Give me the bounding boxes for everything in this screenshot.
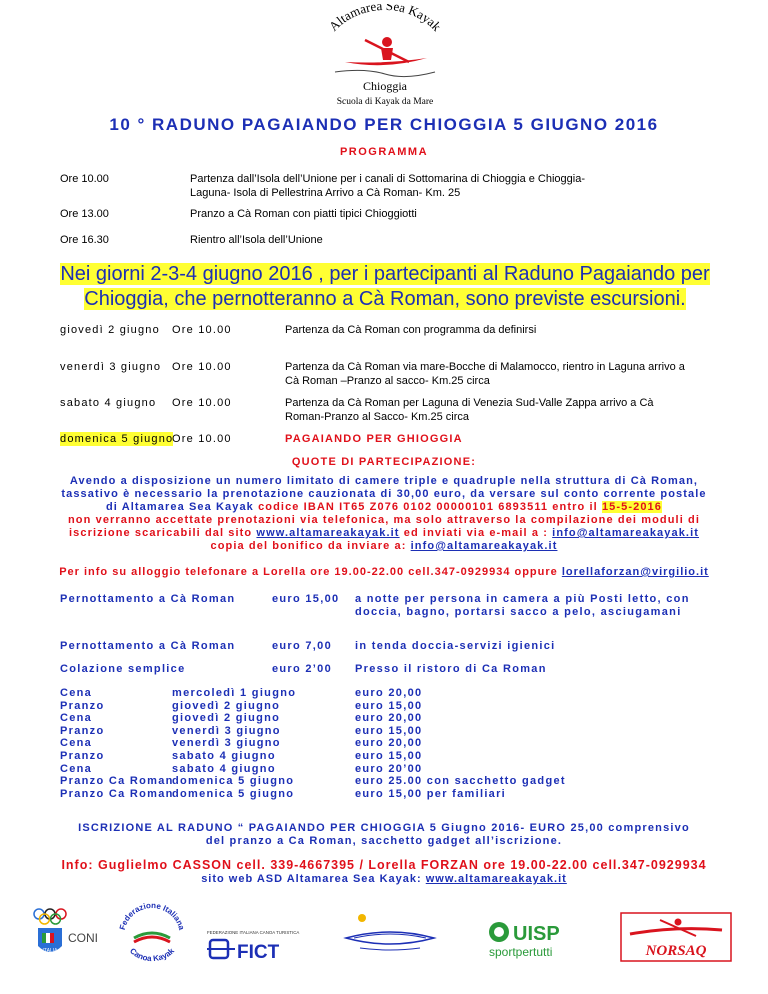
price-item: Pernottamento a Cà Roman xyxy=(60,640,236,652)
booking-line: ed inviati via e-mail a : xyxy=(399,527,553,539)
price-note: in tenda doccia-servizi igienici xyxy=(355,640,556,652)
meal-day: domenica 5 giugno xyxy=(172,775,295,788)
meal-day: sabato 4 giugno xyxy=(172,762,276,775)
quote-heading: QUOTE DI PARTECIPAZIONE: xyxy=(291,456,477,468)
announcement-line-2: Chioggia, che pernotteranno a Cà Roman, sono previste escursioni. xyxy=(84,288,686,310)
meal-name: Cena xyxy=(60,737,93,750)
meal-name: Cena xyxy=(60,762,93,775)
price-value: euro 2’00 xyxy=(272,663,333,675)
booking-line: copia del bonifico da inviare a: xyxy=(210,540,411,552)
altamarea-logo xyxy=(305,4,465,122)
svg-text:Federazione Italiana xyxy=(118,902,187,932)
fict-logo xyxy=(205,928,320,964)
meal-name: Pranzo Ca Roman xyxy=(60,775,174,788)
site-link[interactable]: www.altamareakayak.it xyxy=(256,527,400,539)
contacts-info: Info: Guglielmo CASSON cell. 339-4667395 / Lorella FORZAN ore 19.00-22.00 cell.347-0929934 xyxy=(61,858,707,872)
schedule-time: Ore 13.00 xyxy=(60,208,109,220)
email-link[interactable]: info@altamareakayak.it xyxy=(410,540,558,552)
meal-day: mercoledì 1 giugno xyxy=(172,687,297,699)
fick-logo xyxy=(112,902,192,970)
meal-price: euro 20,00 xyxy=(355,687,423,699)
booking-line: tassativo è necessario la prenotazione cauzionata di 30,00 euro, da versare sul conto corrente postale xyxy=(61,488,707,500)
excursion-time: Ore 10.00 xyxy=(172,324,232,336)
price-value: euro 7,00 xyxy=(272,640,333,652)
excursion-desc: Partenza da Cà Roman via mare-Bocche di Malamocco, rientro in Laguna arrivo a Cà Roman –Pranzo al sacco- Km.25 circa xyxy=(285,361,685,387)
sponsor-logos xyxy=(0,900,768,970)
schedule-desc: Rientro all’Isola dell’Unione xyxy=(190,234,323,246)
meal-names xyxy=(60,687,174,800)
alloggio-info xyxy=(0,566,768,578)
meal-name: Cena xyxy=(60,687,93,699)
meal-day: domenica 5 giugno xyxy=(172,787,295,800)
kayak-logo xyxy=(340,908,440,958)
price-value: euro 15,00 xyxy=(272,593,340,605)
alloggio-text: Per info su alloggio telefonare a Lorella ore 19.00-22.00 cell.347-0929934 oppure xyxy=(59,566,562,578)
price-note: a notte per persona in camera a più Posti letto, con doccia, bagno, portarsi sacco a pelo, asciugamani xyxy=(355,593,690,618)
meal-day: venerdì 3 giugno xyxy=(172,737,281,750)
schedule-time: Ore 16.30 xyxy=(60,234,109,246)
norsaq-logo xyxy=(620,912,732,962)
meal-price: euro 15,00 xyxy=(355,699,423,712)
iscrizione-line: ISCRIZIONE AL RADUNO “ PAGAIANDO PER CHIOGGIA 5 Giugno 2016- EURO 25,00 comprensivo xyxy=(78,822,690,834)
page-title: 10 ° RADUNO PAGAIANDO PER CHIOGGIA 5 GIUGNO 2016 xyxy=(109,115,659,134)
schedule-desc: Partenza dall’Isola dell’Unione per i canali di Sottomarina di Chioggia e Chioggia-Laguna- Isola di Pellestrina Arrivo a Cà Roman- Km. 25 xyxy=(190,173,586,199)
schedule-desc: Pranzo a Cà Roman con piatti tipici Chioggiotti xyxy=(190,208,417,220)
fict-small-text: FEDERAZIONE ITALIANA CANOA TURISTICA xyxy=(207,930,300,935)
excursion-desc: Partenza da Cà Roman con programma da definirsi xyxy=(285,324,537,336)
excursion-time: Ore 10.00 xyxy=(172,433,232,445)
meal-name: Pranzo Ca Roman xyxy=(60,787,174,800)
booking-line: iscrizione scaricabili dal sito xyxy=(68,527,257,539)
excursion-day: venerdì 3 giugno xyxy=(60,361,162,373)
site-label: sito web ASD Altamarea Sea Kayak: xyxy=(201,873,426,885)
website-link[interactable]: www.altamareakayak.it xyxy=(425,873,567,885)
booking-line: non verranno accettate prenotazioni via telefonica, ma solo attraverso la compilazione dei moduli di xyxy=(67,514,701,526)
schedule-time: Ore 10.00 xyxy=(60,173,109,185)
italia-text: ITALIA xyxy=(42,948,58,954)
meal-day: venerdì 3 giugno xyxy=(172,724,281,737)
meal-prices xyxy=(355,687,566,800)
meal-name: Pranzo xyxy=(60,749,105,762)
fick-bottom-text: Canoa Kayak xyxy=(128,946,176,964)
meal-day: giovedì 2 giugno xyxy=(172,712,281,725)
meal-day: sabato 4 giugno xyxy=(172,749,276,762)
lorella-email-link[interactable]: lorellaforzan@virgilio.it xyxy=(561,566,709,578)
iscrizione-line: del pranzo a Ca Roman, sacchetto gadget all’iscrizione. xyxy=(205,835,563,847)
meal-name: Pranzo xyxy=(60,699,105,712)
website-line xyxy=(0,873,768,885)
excursion-desc: Partenza da Cà Roman per Laguna di Venezia Sud-Valle Zappa arrivo a Cà Roman-Pranzo al Sacco- Km.25 circa xyxy=(285,397,654,423)
price-note: Presso il ristoro di Ca Roman xyxy=(355,663,547,675)
booking-line: Avendo a disposizione un numero limitato di camere triple e quadruple nella struttura di Cà Roman, xyxy=(69,475,699,487)
meal-price: euro 15,00 per familiari xyxy=(355,787,507,800)
svg-text:Canoa Kayak xyxy=(128,946,176,963)
meal-day: giovedì 2 giugno xyxy=(172,699,281,712)
svg-text:Altamarea Sea Kayak xyxy=(326,4,445,34)
logo-school: Scuola di Kayak da Mare xyxy=(336,97,434,107)
fick-top-text: Federazione Italiana xyxy=(117,902,187,931)
excursion-day: sabato 4 giugno xyxy=(60,397,157,409)
meal-name: Pranzo xyxy=(60,724,105,737)
logo-arc-text: Altamarea Sea Kayak xyxy=(325,4,445,34)
uisp-logo xyxy=(487,918,587,962)
meal-price: euro 15,00 xyxy=(355,749,423,762)
meal-price: euro 20,00 xyxy=(355,712,423,725)
logo-place: Chioggia xyxy=(363,79,407,93)
uisp-sub-text: sportpertutti xyxy=(489,945,553,959)
norsaq-text: NORSAQ xyxy=(645,943,707,959)
excursions-announcement xyxy=(40,262,730,312)
iban-text: codice IBAN IT65 Z076 0102 00000101 6893511 entro il xyxy=(258,501,602,513)
excursion-desc: PAGAIANDO PER GHIOGGIA xyxy=(285,433,463,445)
meal-price: euro 25.00 con sacchetto gadget xyxy=(355,775,566,788)
price-item: Colazione semplice xyxy=(60,663,186,675)
coni-logo xyxy=(30,906,100,966)
uisp-text: UISP xyxy=(513,923,560,945)
price-item: Pernottamento a Cà Roman xyxy=(60,593,236,605)
excursion-day: giovedì 2 giugno xyxy=(60,324,160,336)
deadline-date: 15-5-2016 xyxy=(601,501,662,513)
meal-days xyxy=(172,687,296,800)
booking-paragraph xyxy=(20,475,748,553)
iscrizione-info xyxy=(20,822,748,848)
excursion-day: domenica 5 giugno xyxy=(60,433,174,445)
booking-line: di Altamarea Sea Kayak xyxy=(105,501,259,513)
meal-price: euro 20,00 xyxy=(355,737,423,750)
meal-price: euro 15,00 xyxy=(355,724,423,737)
fict-text: FICT xyxy=(237,942,280,963)
excursion-time: Ore 10.00 xyxy=(172,397,232,409)
meal-price: euro 20’00 xyxy=(355,762,423,775)
excursion-time: Ore 10.00 xyxy=(172,361,232,373)
programma-heading: PROGRAMMA xyxy=(339,146,429,158)
email-link[interactable]: info@altamareakayak.it xyxy=(552,527,699,539)
announcement-line-1: Nei giorni 2-3-4 giugno 2016 , per i partecipanti al Raduno Pagaiando per xyxy=(60,263,710,285)
meal-name: Cena xyxy=(60,712,93,725)
coni-text: CONI xyxy=(68,931,98,945)
